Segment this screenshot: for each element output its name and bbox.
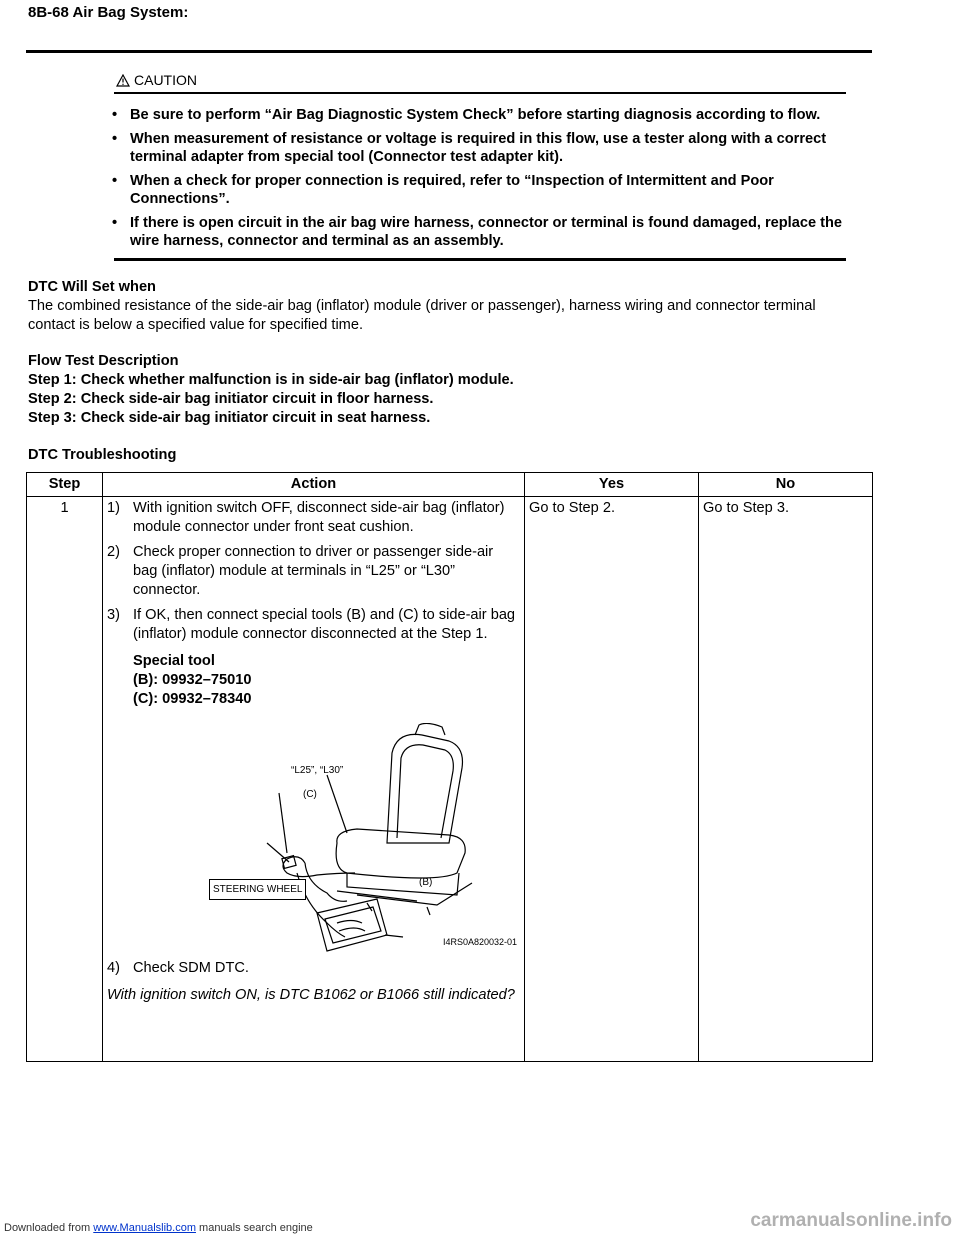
caution-bullet: • When measurement of resistance or voltage is required in this flow, use a tester along with a correct terminal adapter from special tool (Connector test adapter kit). [112,131,827,165]
flow-step: Step 1: Check whether malfunction is in side-air bag (inflator) module. [28,372,514,388]
caution-bullet: • Be sure to perform “Air Bag Diagnostic System Check” before starting diagnosis according to flow. [112,107,821,123]
seat-connector-figure [187,723,517,953]
tool-c-label: (C) [303,789,317,800]
flow-step: Step 2: Check side-air bag initiator circuit in floor harness. [28,391,434,407]
special-tool-b: (B): 09932–75010 [133,672,252,688]
action-question: With ignition switch ON, is DTC B1062 or B1066 still indicated? [107,987,515,1003]
troubleshooting-heading: DTC Troubleshooting [28,447,177,463]
watermark: carmanualsonline.info [750,1210,952,1231]
header-rule [26,50,872,53]
special-tool-c: (C): 09932–78340 [133,691,252,707]
col-no-header: No [699,473,873,497]
action-item: 1) With ignition switch OFF, disconnect side-air bag (inflator) module connector under front seat cushion. [107,500,505,535]
action-item: 4) Check SDM DTC. [107,960,249,976]
row-step: 1 [27,497,103,1062]
page-header: 8B-68 Air Bag System: [28,4,189,21]
action-item: 3) If OK, then connect special tools (B) and (C) to side-air bag (inflator) module connector disconnected at the Step 1. [107,607,516,642]
col-action-header: Action [103,473,525,497]
special-tool [133,652,520,709]
row-no: Go to Step 3. [699,497,873,1062]
row-action [103,497,525,1062]
flow-step: Step 3: Check side-air bag initiator circuit in seat harness. [28,410,431,426]
steering-wheel-label: STEERING WHEEL [209,879,306,900]
flow-heading: Flow Test Description [28,353,179,369]
caution-bullet: • If there is open circuit in the air bag wire harness, connector or terminal is found damaged, replace the wire harness, connector and terminal as an assembly. [112,215,843,249]
caution-bullets [114,106,844,256]
caution-bottom-rule [114,258,846,261]
col-yes-header: Yes [525,473,699,497]
table-header-row [27,473,873,497]
flow-section [28,352,514,428]
troubleshooting-table [26,472,873,1062]
footer: Downloaded from www.Manualslib.com manuals search engine [4,1222,313,1234]
row-yes: Go to Step 2. [525,497,699,1062]
connector-label: “L25”, “L30” [291,765,344,776]
tool-b-label: (B) [419,877,433,888]
figure-code: I4RS0A820032-01 [442,937,517,947]
caution-title [116,72,197,88]
dtc-set-section [28,278,858,335]
manualslib-link[interactable]: www.Manualslib.com [93,1222,196,1234]
caution-bullet: • When a check for proper connection is required, refer to “Inspection of Intermittent and Poor Connections”. [112,173,774,207]
action-list [107,499,520,644]
table-row [27,497,873,1062]
action-list-4 [107,959,520,978]
dtc-set-heading: DTC Will Set when [28,279,156,295]
warning-triangle-icon [116,74,130,87]
caution-label: CAUTION [134,72,197,88]
seat-illustration [187,723,517,953]
caution-top-rule [114,92,846,94]
action-item: 2) Check proper connection to driver or passenger side-air bag (inflator) module at terminals in “L25” or “L30” connector. [107,544,494,598]
special-tool-label: Special tool [133,653,215,669]
col-step-header: Step [27,473,103,497]
dtc-set-text: The combined resistance of the side-air bag (inflator) module (driver or passenger), harness wiring and connector terminal contact is below a specified value for specified time. [28,298,816,333]
